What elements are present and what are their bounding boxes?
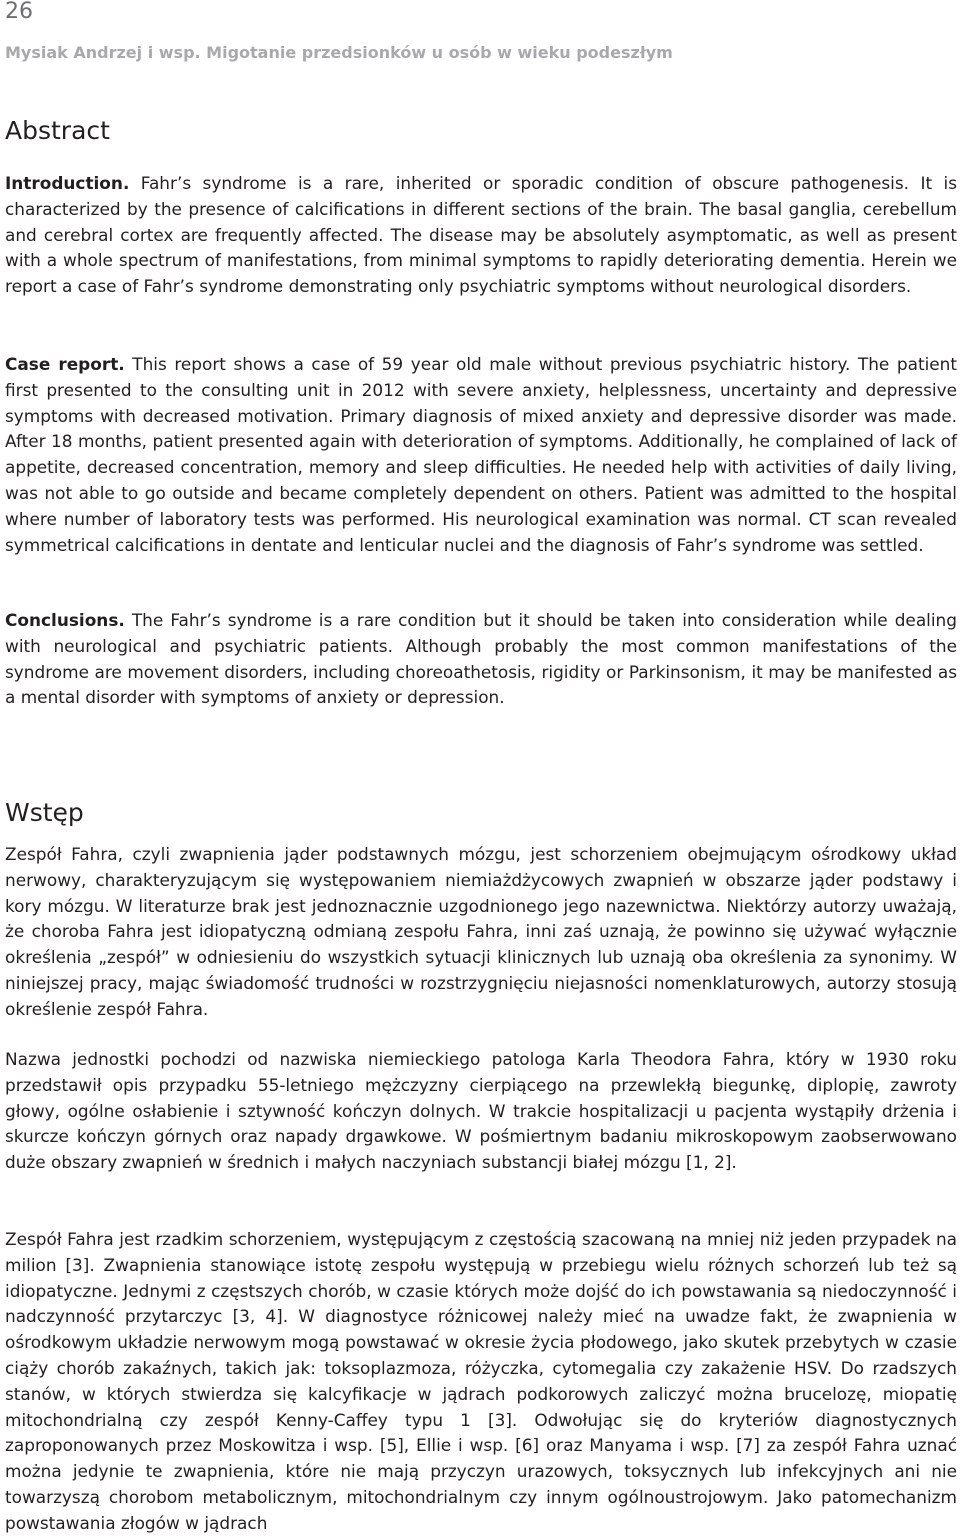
introduction-heading: Wstęp: [5, 798, 84, 827]
abstract-conclusions-text: The Fahr’s syndrome is a rare condition but it should be taken into consideration while dealing with neurological and psychiatric patients. Although probably the most common manifestations of the syndrome are movement disorders, including choreoathetosis, rigidity or Parkinsonism, it may be manifested as a mental disorder with symptoms of anxiety or depression.: [5, 610, 957, 708]
abstract-case-report-label: Case report.: [5, 354, 125, 374]
introduction-paragraph-1: Zespół Fahra, czyli zwapnienia jąder podstawnych mózgu, jest schorzeniem obejmującym ośrodkowy układ nerwowy, charakteryzującym się występowaniem niemiażdżycowych zwapnień w obszarze jąder podstawy i kory mózgu. W literaturze brak jest jednoznacznie uzgodnionego jego nazewnictwa. Niektórzy autorzy uważają, że choroba Fahra jest idiopatyczną odmianą zespołu Fahra, inni zaś uznają, że powinno się używać wyłącznie określenia „zespół” w odniesieniu do wszystkich sytuacji klinicznych lub uznają oba określenia za synonimy. W niniejszej pracy, mając świadomość trudności w rozstrzygnięciu niejasności nomenklaturowych, autorzy stosują określenie zespół Fahra.: [5, 844, 957, 1019]
running-header: Mysiak Andrzej i wsp. Migotanie przedsionków u osób w wieku podeszłym: [5, 43, 673, 62]
abstract-conclusions-label: Conclusions.: [5, 610, 125, 630]
abstract-introduction-label: Introduction.: [5, 173, 130, 193]
abstract-heading: Abstract: [5, 116, 110, 145]
abstract-case-report-paragraph: [5, 352, 957, 558]
page-number: 26: [5, 0, 33, 24]
abstract-case-report-text: This report shows a case of 59 year old male without previous psychiatric history. The patient first presented to the consulting unit in 2012 with severe anxiety, helplessness, uncertainty and depressive symptoms with decreased motivation. Primary diagnosis of mixed anxiety and depressive disorder was made. After 18 months, patient presented again with deterioration of symptoms. Additionally, he complained of lack of appetite, decreased concentration, memory and sleep difficulties. He needed help with activities of daily living, was not able to go outside and became completely dependent on others. Patient was admitted to the hospital where number of laboratory tests was performed. His neurological examination was normal. CT scan revealed symmetrical calcifications in dentate and lenticular nuclei and the diagnosis of Fahr’s syndrome was settled.: [5, 354, 957, 555]
introduction-paragraph-3: Zespół Fahra jest rzadkim schorzeniem, występującym z częstością szacowaną na mniej niż jeden przypadek na milion [3]. Zwapnienia stanowiące istotę zespołu występują w przebiegu wielu różnych schorzeń lub też są idiopatyczne. Jednymi z częstszych chorób, w czasie których może dojść do ich powstawania są niedoczynność i nadczynność przytarczyc [3, 4]. W diagnostyce różnicowej należy mieć na uwadze fakt, że zwapnienia w ośrodkowym układzie nerwowym mogą powstawać w okresie życia płodowego, jako skutek przebytych w czasie ciąży chorób zakaźnych, takich jak: toksoplazmoza, różyczka, cytomegalia czy zakażenie HSV. Do rzadszych stanów, w których stwierdza się kalcyfikacje w jądrach podkorowych zaliczyć można brucelozę, miopatię mitochondrialną czy zespół Kenny-Caffey typu 1 [3]. Odwołując się do kryteriów diagnostycznych zaproponowanych przez Moskowitza i wsp. [5], Ellie i wsp. [6] oraz Manyama i wsp. [7] za zespół Fahra uznać można jedynie te zwapnienia, które nie mają przyczyn urazowych, toksycznych lub infekcyjnych ani nie towarzyszą chorobom metabolicznym, mitochondrialnym czy innym ogólnoustrojowym. Jako patomechanizm powstawania złogów w jądrach: [5, 1229, 957, 1533]
abstract-conclusions-paragraph: [5, 608, 957, 711]
introduction-paragraph-2: Nazwa jednostki pochodzi od nazwiska niemieckiego patologa Karla Theodora Fahra, który w 1930 roku przedstawił opis przypadku 55-letniego mężczyzny cierpiącego na przewlekłą biegunkę, diplopię, zawroty głowy, ogólne osłabienie i sztywność kończyn dolnych. W trakcie hospitalizacji u pacjenta wystąpiły drżenia i skurcze kończyn górnych oraz napady drgawkowe. W pośmiertnym badaniu mikroskopowym zaobserwowano duże obszary zwapnień w średnich i małych naczyniach substancji białej mózgu [1, 2].: [5, 1049, 957, 1173]
abstract-introduction-paragraph: [5, 171, 957, 300]
abstract-introduction-text: Fahr’s syndrome is a rare, inherited or sporadic condition of obscure pathogenesis. It is characterized by the presence of calcifications in different sections of the brain. The basal ganglia, cerebellum and cerebral cortex are frequently affected. The disease may be absolutely asymptomatic, as well as present with a whole spectrum of manifestations, from minimal symptoms to rapidly deteriorating dementia. Herein we report a case of Fahr’s syndrome demonstrating only psychiatric symptoms without neurological disorders.: [5, 173, 957, 297]
